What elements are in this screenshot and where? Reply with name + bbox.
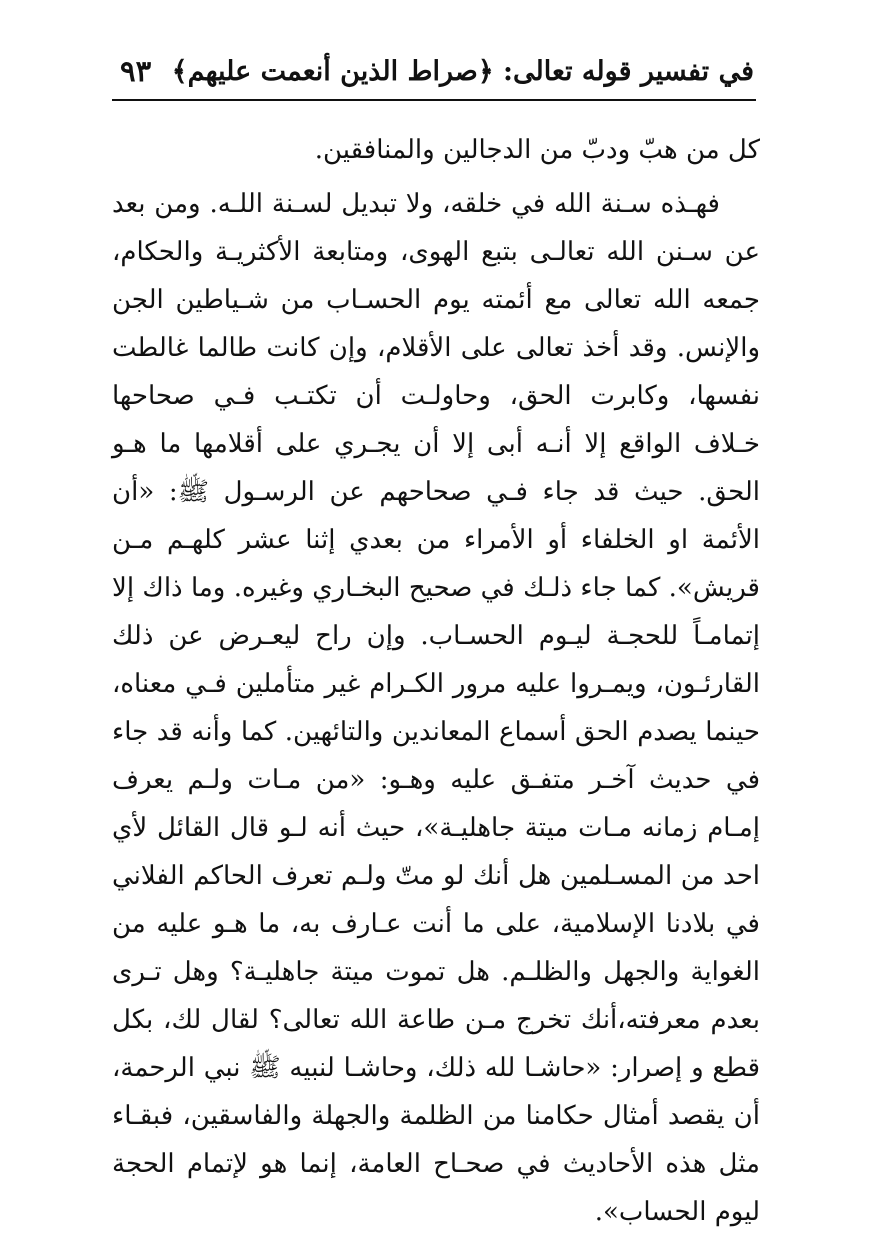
body-text (112, 126, 760, 1242)
header-divider (112, 99, 756, 101)
paragraph-1: كل من هبّ ودبّ من الدجالين والمنافقين. (314, 135, 760, 165)
header-title: في تفسير قوله تعالى: ﴿صراط الذين أنعمت عليهم﴾ (171, 56, 754, 87)
paragraph-2: فهـذه سـنة الله في خلقه، ولا تبديل لسـنة اللـه. ومن بعد عن سـنن الله تعالـى بتبع الهوى، ومتابعة الأكثريـة والحكام، جمعه الله تعالى مع أئمته يوم الحسـاب من شـياطين الجن والإنس. وقد أخذ تعالى على الأقلام، وإن كانت طالما غالطت نفسها، وكابرت الحق، وحاولـت أن تكتـب فـي صحاحها خـلاف الواقع إلا أنـه أبى إلا أن يجـري على أقلامها ما هـو الحق. حيث قد جاء فـي صحاحهم عن الرسـول ﷺ: «أن الأئمة او الخلفاء أو الأمراء من بعدي إثنا عشر كلهـم مـن قريش». كما جاء ذلـك في صحيح البخـاري وغيره. وما ذاك إلا إتمامـاً للحجـة ليـوم الحسـاب. وإن راح ليعـرض عن ذلك القارئـون، ويمـروا عليه مرور الكـرام غير متأملين فـي معناه، حينما يصدم الحق أسماع المعاندين والتائهين. كما وأنه قد جاء في حديث آخـر متفـق عليه وهـو: «من مـات ولـم يعرف إمـام زمانه مـات ميتة جاهليـة»، حيث أنه لـو قال القائل لأي احد من المسـلمين هل أنك لو متّ ولـم تعرف الحاكم الفلاني في بلادنا الإسلامية، على ما أنت عـارف به، ما هـو عليه من الغواية والجهل والظلـم. هل تموت ميتة جاهليـة؟ وهل تـرى بعدم معرفته،أنك تخرج مـن طاعة الله تعالى؟ لقال لك، بكل قطع و إصرار: «حاشـا لله ذلك، وحاشـا لنبيه ﷺ نبي الرحمة، أن يقصد أمثال حكامنا من الظلمة والجهلة والفاسقين، فبقـاء مثل هذه الأحاديث في صحـاح العامة، إنما هو لإتمام الحجة ليوم الحساب». (112, 189, 760, 1227)
page-number: ٩٣ (120, 54, 152, 88)
running-header (110, 50, 754, 96)
